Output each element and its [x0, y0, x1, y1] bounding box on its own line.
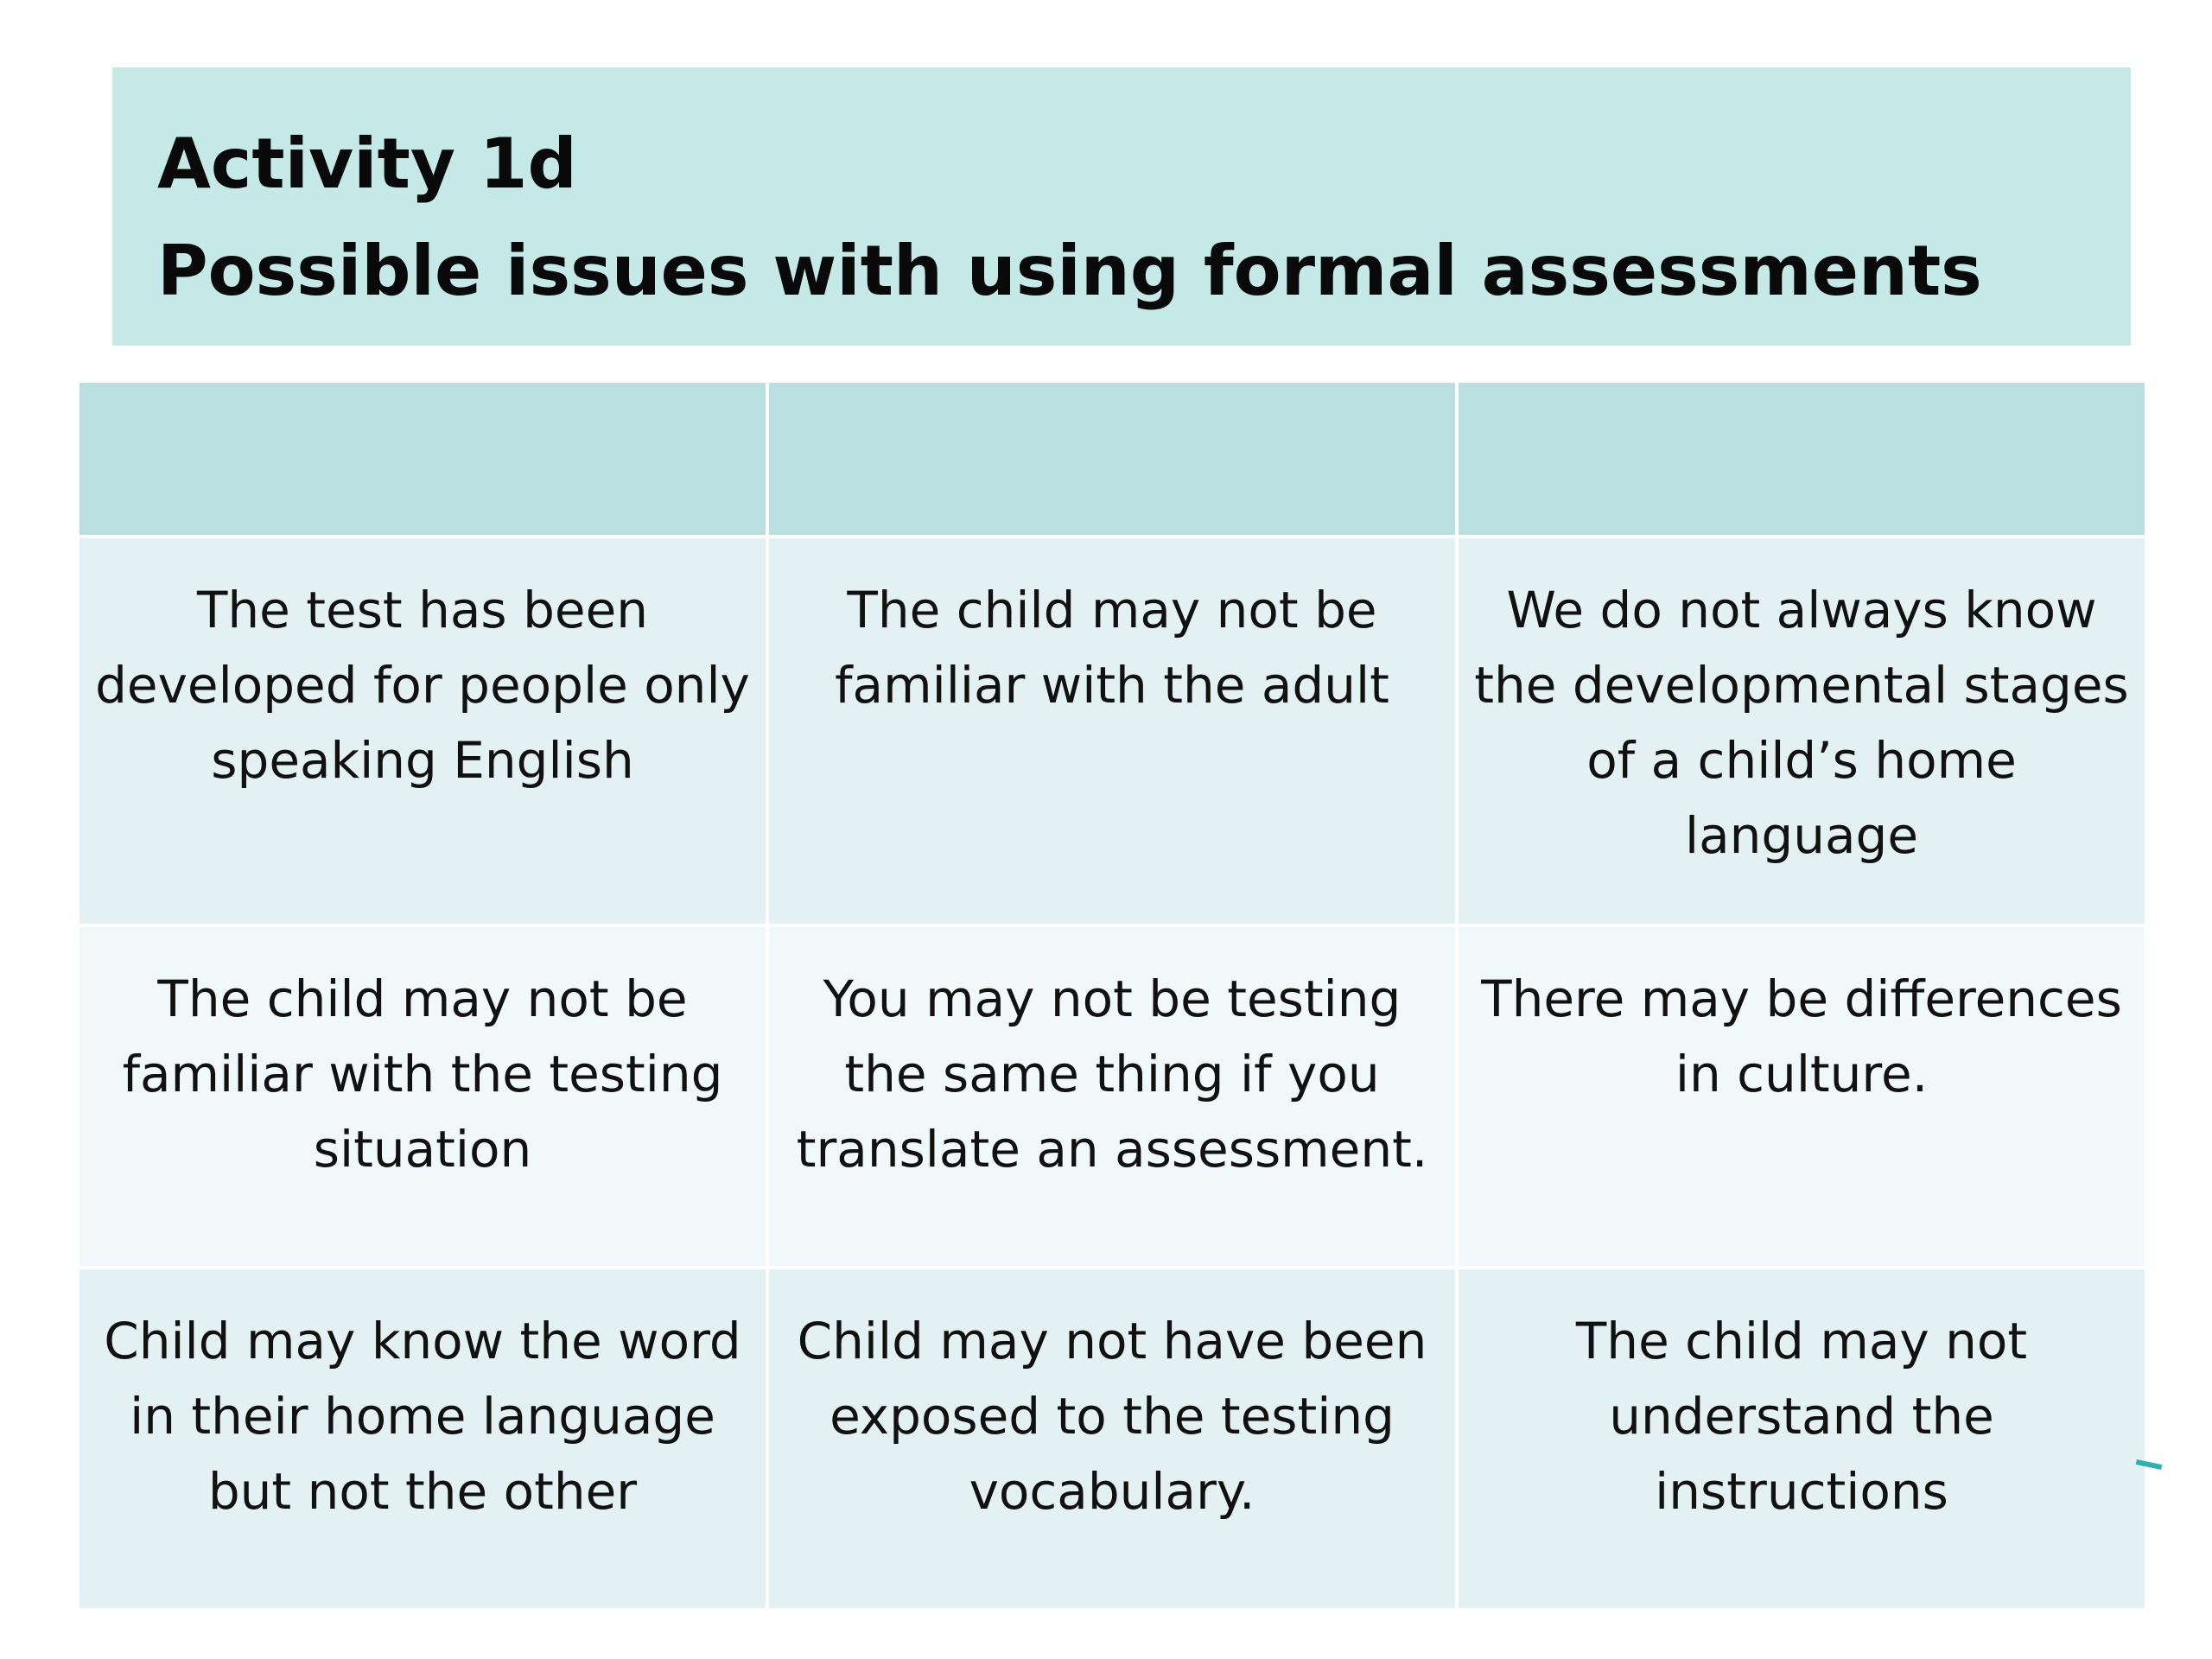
- title-banner: [112, 67, 2131, 346]
- table-cell: The child may not be familiar with the testing situation: [79, 927, 766, 1266]
- table-header-cell: [1459, 383, 2145, 535]
- issues-table: [79, 383, 2145, 1611]
- table-cell: There may be differences in culture.: [1459, 927, 2145, 1266]
- table-cell: The child may not be familiar with the adult: [769, 538, 1455, 924]
- table-header-cell: [79, 383, 766, 535]
- activity-title: Activity 1d: [157, 124, 577, 204]
- table-cell: We do not always know the developmental stages of a child’s home language: [1459, 538, 2145, 924]
- logo-swoosh-icon: [2136, 1459, 2163, 1470]
- activity-subtitle: Possible issues with using formal assessments: [157, 231, 1982, 311]
- table-cell: The test has been developed for people only speaking English: [79, 538, 766, 924]
- table-cell: Child may not have been exposed to the testing vocabulary.: [769, 1269, 1455, 1608]
- logo-fragment: [2136, 1452, 2171, 1590]
- table-cell: The child may not understand the instructions: [1459, 1269, 2145, 1608]
- table-cell: You may not be testing the same thing if you translate an assessment.: [769, 927, 1455, 1266]
- table-cell: Child may know the word in their home language but not the other: [79, 1269, 766, 1608]
- table-header-cell: [769, 383, 1455, 535]
